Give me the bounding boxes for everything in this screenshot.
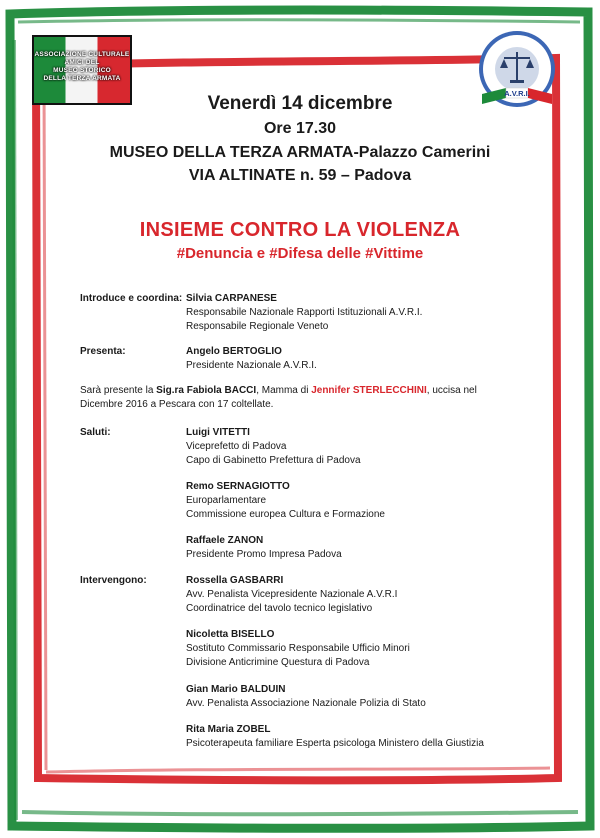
speaker-role: Divisione Anticrimine Questura di Padova <box>186 657 370 668</box>
event-date: Venerdì 14 dicembre <box>207 93 393 114</box>
note-text: , uccisa nel <box>426 385 477 396</box>
speaker-role: Psicoterapeuta familiare Esperta psicologa Ministero della Giustizia <box>186 738 484 749</box>
guest-note-line2: Dicembre 2016 a Pescara con 17 coltellate. <box>80 399 274 410</box>
presenta-label: Presenta: <box>80 346 126 357</box>
speaker-role: Avv. Penalista Vicepresidente Nazionale A.V.R.I <box>186 589 398 600</box>
speaker-role: Presidente Promo Impresa Padova <box>186 549 342 560</box>
speaker-name: Remo SERNAGIOTTO <box>186 481 290 492</box>
saluti-label: Saluti: <box>80 427 111 438</box>
event-venue: MUSEO DELLA TERZA ARMATA-Palazzo Camerini <box>109 144 491 161</box>
speaker-name: Raffaele ZANON <box>186 535 264 546</box>
victim-name: Jennifer STERLECCHINI <box>311 385 427 396</box>
note-text: , Mamma di <box>256 385 312 396</box>
seal-acronym: A.V.R.I. <box>504 89 530 98</box>
speaker-role: Europarlamentare <box>186 495 267 506</box>
logo-line: AMICI DEL <box>64 59 100 66</box>
speaker-name: Luigi VITETTI <box>186 427 250 438</box>
note-text: Sarà presente la <box>80 385 157 396</box>
speaker-name: Nicoletta BISELLO <box>186 629 275 640</box>
intervengono-label: Intervengono: <box>80 575 147 586</box>
introduce-role: Responsabile Nazionale Rapporti Istituzionali A.V.R.I. <box>186 307 423 318</box>
speaker-name: Rita Maria ZOBEL <box>186 724 271 735</box>
introduce-label: Introduce e coordina: <box>80 293 183 304</box>
speaker-name: Rossella GASBARRI <box>186 575 284 586</box>
logo-line: MUSEO STORICO <box>53 67 111 74</box>
guest-name: Sig.ra Fabiola BACCI <box>156 385 257 396</box>
speaker-role: Capo di Gabinetto Prefettura di Padova <box>186 455 361 466</box>
speaker-role: Viceprefetto di Padova <box>186 441 287 452</box>
event-time: Ore 17.30 <box>263 120 337 137</box>
seal-ring-text: Associazione Vittime Omicidi <box>483 35 550 70</box>
guest-note <box>80 384 477 398</box>
logo-line: ASSOCIAZIONE CULTURALE <box>34 51 130 58</box>
speaker-name: Gian Mario BALDUIN <box>186 684 286 695</box>
introduce-name: Silvia CARPANESE <box>186 293 277 304</box>
presenta-role: Presidente Nazionale A.V.R.I. <box>186 360 317 371</box>
event-title: INSIEME CONTRO LA VIOLENZA <box>139 219 461 241</box>
introduce-role: Responsabile Regionale Veneto <box>186 321 329 332</box>
logo-line: DELLA TERZA ARMATA <box>43 75 121 82</box>
presenta-name: Angelo BERTOGLIO <box>186 346 282 357</box>
event-hashtags: #Denuncia e #Difesa delle #Vittime <box>176 245 424 262</box>
speaker-role: Commissione europea Cultura e Formazione <box>186 509 385 520</box>
speaker-role: Coordinatrice del tavolo tecnico legislativo <box>186 603 373 614</box>
event-address: VIA ALTINATE n. 59 – Padova <box>188 167 412 184</box>
speaker-role: Avv. Penalista Associazione Nazionale Polizia di Stato <box>186 698 426 709</box>
speaker-role: Sostituto Commissario Responsabile Ufficio Minori <box>186 643 410 654</box>
